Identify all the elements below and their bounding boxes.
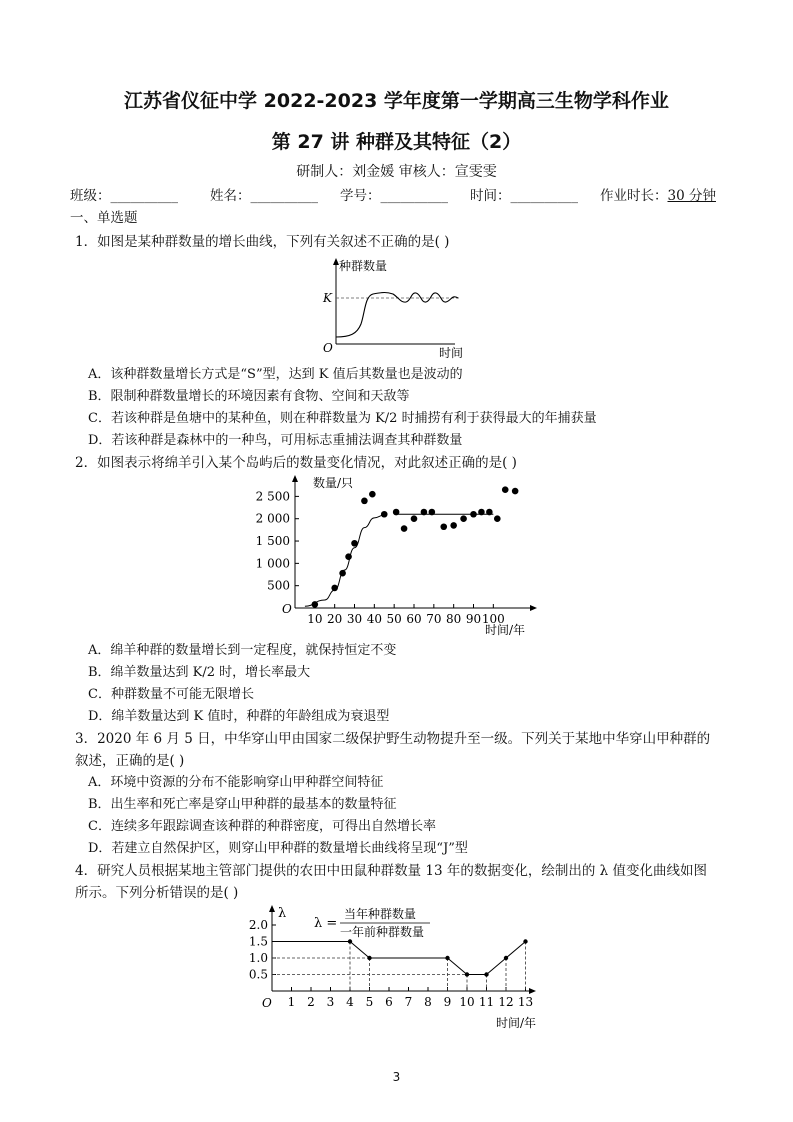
q2-fit-curve	[305, 515, 384, 606]
q2-data-point	[478, 509, 485, 516]
q2-data-point	[339, 570, 346, 577]
q4-xtick-label: 8	[424, 995, 432, 1009]
q2-option-b: B．绵羊数量达到 K/2 时，增长率最大	[88, 665, 311, 680]
q2-data-point	[312, 601, 319, 608]
q2-xtick-label: 30	[346, 612, 363, 626]
q2-data-point	[381, 511, 388, 518]
q2-data-point	[460, 515, 467, 522]
q4-ytick-label: 0.5	[248, 967, 268, 982]
q2-data-point	[512, 488, 519, 495]
info-name: 姓名：__________	[210, 188, 318, 204]
q4-xtick-label: 1	[287, 995, 296, 1009]
q4-data-point	[504, 956, 508, 960]
q1-xlabel: 时间	[439, 346, 464, 360]
q4-data-point	[484, 972, 488, 976]
info-duration-label: 作业时长：	[600, 188, 668, 204]
q2-data-point	[393, 509, 400, 516]
q4-xtick-label: 11	[478, 995, 495, 1009]
q3-option-c: C．连续多年跟踪调查该种群的种群密度，可得出自然增长率	[88, 819, 436, 834]
q4-data-point	[348, 939, 352, 943]
q2-xtick-label: 50	[386, 612, 402, 626]
q2-xtick-label: 100	[481, 612, 505, 626]
q2-data-point	[486, 509, 493, 516]
q3-stem-line2: 叙述，正确的是( )	[75, 753, 185, 769]
authors-line: 研制人：刘金媛 审核人：宣雯雯	[296, 164, 497, 180]
lecture-title: 第 27 讲 种群及其特征（2）	[271, 131, 522, 153]
q1-option-d: D．若该种群是森林中的一种鸟，可用标志重捕法调查其种群数量	[88, 433, 463, 448]
q2-option-d: D．绵羊数量达到 K 值时，种群的年龄组成为衰退型	[88, 709, 390, 724]
q2-data-point	[429, 509, 436, 516]
q2-xtick-label: 10	[307, 612, 323, 626]
q2-option-c: C．种群数量不可能无限增长	[88, 687, 254, 702]
q2-stem: 2．如图表示将绵羊引入某个岛屿后的数量变化情况，对此叙述正确的是( )	[75, 455, 517, 471]
school-title: 江苏省仪征中学 2022-2023 学年度第一学期高三生物学科作业	[124, 90, 669, 112]
q4-xtick-label: 9	[443, 995, 452, 1009]
q2-data-point	[369, 491, 376, 498]
q4-xtick-label: 6	[385, 995, 393, 1009]
q1-curve	[336, 293, 458, 338]
q2-data-point	[494, 515, 501, 522]
q1-ylabel: 种群数量	[339, 259, 388, 273]
q2-ylabel: 数量/只	[313, 476, 354, 490]
info-duration-value: 30 分钟	[667, 188, 716, 204]
q2-ytick-label: 2 000	[255, 511, 290, 526]
q2-origin: O	[282, 602, 292, 616]
q1-option-a: A．该种群数量增长方式是“S”型，达到 K 值后其数量也是波动的	[88, 367, 463, 382]
q4-data-point	[465, 972, 469, 976]
q4-ytick-label: 2.0	[248, 918, 268, 932]
q4-xtick-label: 10	[459, 995, 475, 1009]
q4-xtick-label: 4	[346, 995, 354, 1009]
q4-lambda-line	[272, 942, 526, 975]
info-time: 时间：__________	[470, 188, 578, 204]
page-number: 3	[392, 1070, 401, 1084]
q2-data-point	[450, 522, 457, 529]
q4-formula-numerator: 当年种群数量	[344, 907, 417, 921]
section-heading: 一、单选题	[70, 210, 138, 226]
info-class: 班级：__________	[70, 188, 178, 204]
q3-option-b: B．出生率和死亡率是穿山甲种群的最基本的数量特征	[88, 797, 397, 812]
q4-stem-line1: 4．研究人员根据某地主管部门提供的农田中田鼠种群数量 13 年的数据变化，绘制出的 λ 值变化曲线如图	[75, 863, 707, 879]
q2-xtick-label: 90	[465, 612, 482, 626]
q4-data-point	[367, 956, 371, 960]
q2-ytick-label: 1 000	[255, 556, 290, 571]
info-id: 学号：__________	[340, 188, 448, 204]
q1-k-label: K	[323, 291, 332, 305]
q4-formula-denominator: 一年前种群数量	[340, 925, 425, 939]
q2-chart	[245, 473, 545, 640]
q1-stem: 1．如图是某种群数量的增长曲线，下列有关叙述不正确的是( )	[75, 234, 450, 250]
q1-origin: O	[323, 341, 333, 355]
q3-option-d: D．若建立自然保护区，则穿山甲种群的数量增长曲线将呈现“J”型	[88, 841, 468, 856]
q4-xlabel: 时间/年	[496, 1016, 537, 1030]
q3-option-a: A．环境中资源的分布不能影响穿山甲种群空间特征	[88, 775, 384, 790]
q4-xtick-label: 2	[307, 995, 315, 1009]
q2-ytick-label: 500	[267, 578, 290, 593]
q4-stem-line2: 所示。下列分析错误的是( )	[75, 885, 239, 901]
q4-xtick-label: 5	[365, 995, 374, 1009]
q4-chart	[240, 903, 550, 1033]
q2-data-point	[421, 509, 428, 516]
q4-xtick-label: 13	[517, 995, 534, 1009]
q2-data-point	[331, 585, 338, 592]
q4-xtick-label: 12	[498, 995, 514, 1009]
q2-data-point	[411, 515, 418, 522]
q2-data-point	[401, 525, 408, 532]
q2-ytick-label: 1 500	[255, 534, 290, 549]
q4-xtick-label: 7	[404, 995, 413, 1009]
q2-xtick-label: 80	[446, 612, 462, 626]
q4-ytick-label: 1.5	[248, 934, 268, 949]
q2-data-point	[470, 511, 477, 518]
q2-option-a: A．绵羊种群的数量增长到一定程度，就保持恒定不变	[88, 643, 397, 658]
q2-data-point	[502, 486, 509, 493]
q4-data-point	[445, 956, 449, 960]
q3-stem-line1: 3．2020 年 6 月 5 日，中华穿山甲由国家二级保护野生动物提升至一级。下列关于某地中华穿山甲种群的	[75, 731, 711, 747]
q1-option-c: C．若该种群是鱼塘中的某种鱼，则在种群数量为 K/2 时捕捞有利于获得最大的年捕获量	[88, 411, 597, 426]
q2-xtick-label: 40	[366, 612, 382, 626]
q2-xtick-label: 70	[426, 612, 442, 626]
q2-xtick-label: 20	[327, 612, 343, 626]
q4-data-point	[523, 939, 527, 943]
q4-origin: O	[262, 996, 272, 1010]
q2-ytick-label: 2 500	[255, 489, 290, 504]
info-duration	[600, 186, 716, 206]
q4-ytick-label: 1.0	[248, 951, 268, 965]
q2-data-point	[351, 540, 358, 547]
q2-xtick-label: 60	[406, 612, 422, 626]
q4-formula-lhs: λ =	[314, 916, 338, 931]
q2-data-point	[440, 523, 447, 530]
q2-data-point	[361, 498, 368, 505]
q4-ylabel: λ	[278, 906, 287, 921]
q4-xtick-label: 3	[326, 995, 335, 1009]
q2-xlabel: 时间/年	[485, 623, 526, 637]
q1-option-b: B．限制种群数量增长的环境因素有食物、空间和天敌等	[88, 389, 410, 404]
q2-data-point	[345, 553, 352, 560]
q1-chart	[315, 256, 475, 362]
